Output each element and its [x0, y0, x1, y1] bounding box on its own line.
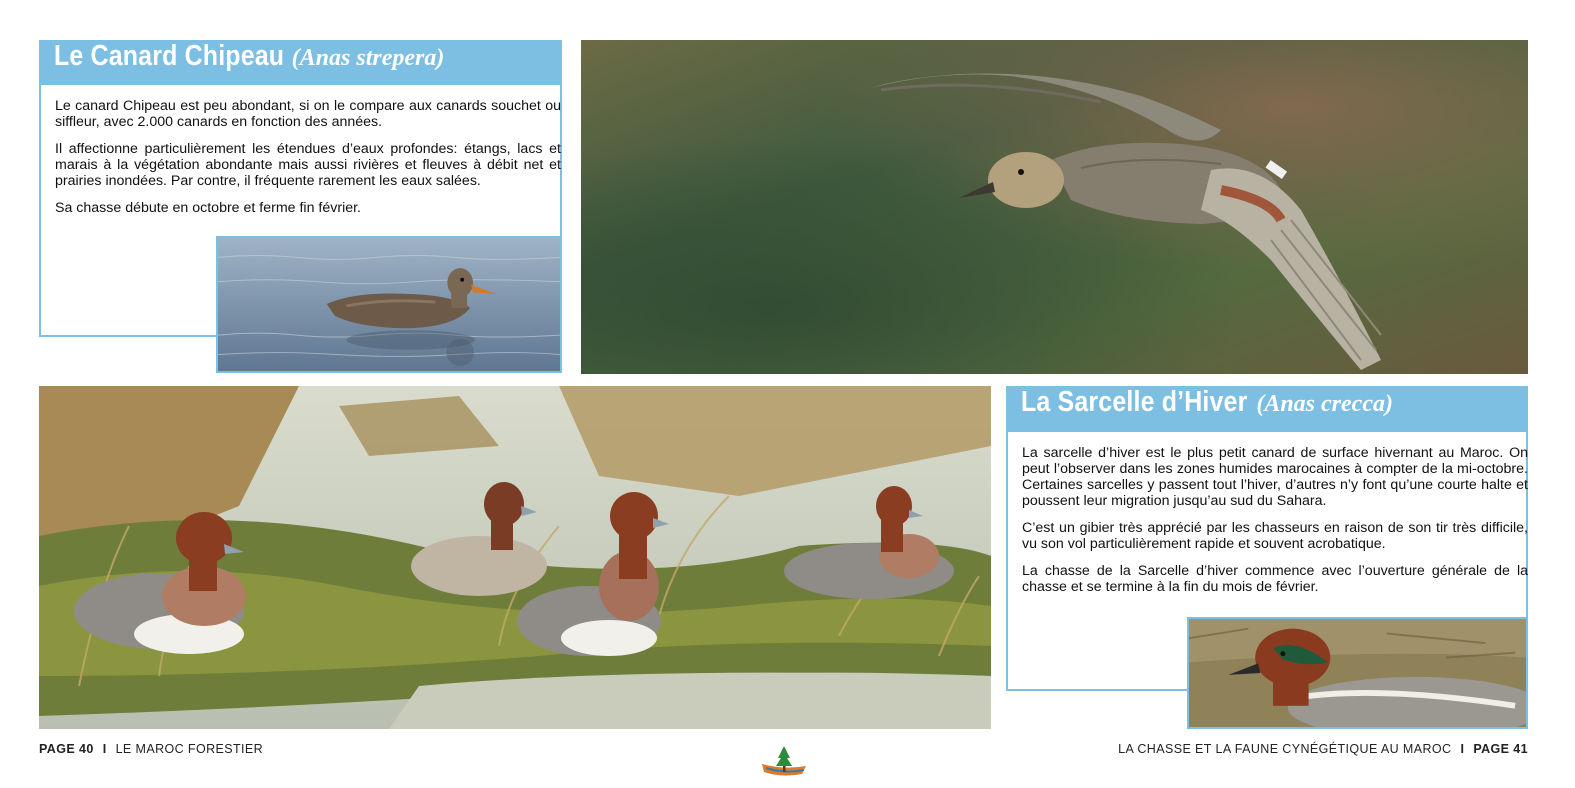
chipeau-scientific-name: (Anas strepera) [291, 45, 445, 71]
sarcelle-scientific-name: (Anas crecca) [1256, 391, 1393, 417]
wigeons-grass-photo [39, 386, 991, 729]
publisher-logo [758, 744, 810, 780]
chipeau-title: Le Canard Chipeau [54, 40, 285, 72]
chipeau-paragraph-3: Sa chasse débute en octobre et ferme fin février. [55, 200, 361, 216]
chipeau-body-text [55, 98, 561, 227]
chipeau-title-bar [39, 40, 562, 85]
sarcelle-paragraph-1: La sarcelle d’hiver est le plus petit canard de surface hivernant au Maroc. On peut l’observer dans les zones humides marocaines à compter de la mi-octobre. Certaines sarcelles y passent tout l’hiver, d’autres n’y font qu’une courte halte et poussent leur migration jusqu’au sud du Sahara. [1022, 445, 1528, 509]
sarcelle-paragraph-2: C’est un gibier très apprécié par les chasseurs en raison de son tir très difficile, vu son vol particulièrement rapide et souvent acrobatique. [1022, 520, 1528, 552]
sarcelle-body-text [1022, 445, 1528, 606]
footer-separator-right: I [1460, 742, 1465, 756]
sarcelle-paragraph-3: La chasse de la Sarcelle d’hiver commence avec l’ouverture générale de la chasse et se termine à la fin du mois de février. [1022, 563, 1528, 595]
chipeau-flight-photo [581, 40, 1528, 374]
sarcelle-title-bar [1006, 386, 1528, 432]
footer-title-right: LA CHASSE ET LA FAUNE CYNÉGÉTIQUE AU MAROC [1118, 742, 1452, 756]
footer-right [1118, 742, 1528, 756]
footer-page-right: PAGE 41 [1473, 742, 1528, 756]
chipeau-swimming-photo [216, 236, 562, 373]
footer-title-left: LE MAROC FORESTIER [115, 742, 264, 756]
footer-left [39, 742, 263, 756]
chipeau-paragraph-1: Le canard Chipeau est peu abondant, si on le compare aux canards souchet ou siffleur, avec 2.000 canards en fonction des années. [55, 98, 561, 130]
sarcelle-teal-photo [1187, 617, 1528, 729]
footer-page-left: PAGE 40 [39, 742, 94, 756]
sarcelle-title: La Sarcelle d’Hiver [1021, 386, 1248, 418]
tree-logo-icon [758, 744, 810, 780]
chipeau-paragraph-2: Il affectionne particulièrement les étendues d’eaux profondes: étangs, lacs et marais à la végétation abondante mais aussi rivières et fleuves à débit net et prairies inondées. Par contre, il fréquente rarement les eaux salées. [55, 141, 561, 189]
footer-separator-left: I [102, 742, 107, 756]
